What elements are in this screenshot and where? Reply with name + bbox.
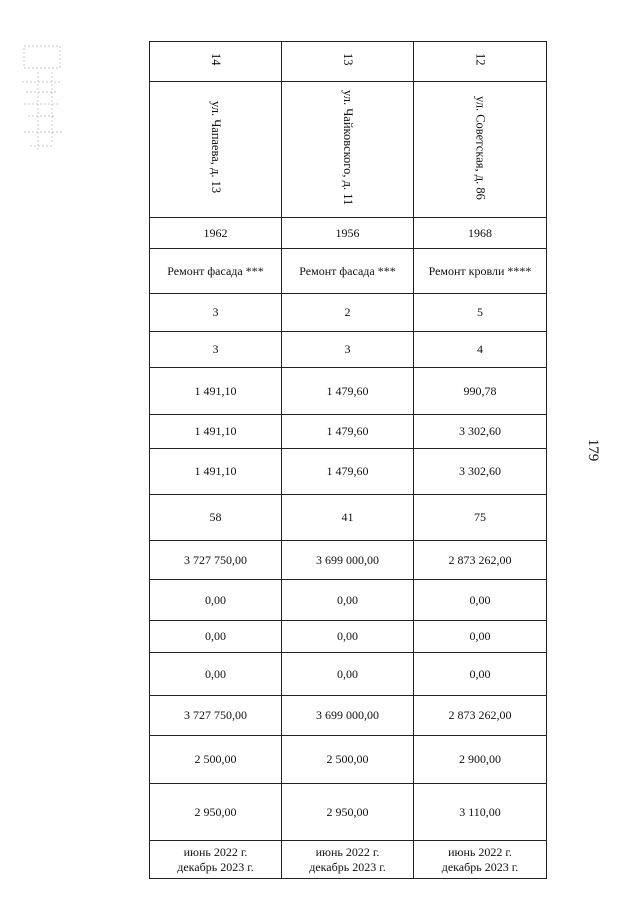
address: ул. Советская, д. 86 bbox=[473, 95, 488, 200]
page-number: 179 bbox=[585, 438, 601, 462]
area-cell: 1 479,60 bbox=[282, 415, 414, 449]
cost-cell: 0,00 bbox=[150, 621, 282, 653]
cost-cell: 3 699 000,00 bbox=[282, 541, 414, 580]
residents-cell: 75 bbox=[414, 495, 547, 541]
unit-cost-cell: 2 500,00 bbox=[282, 736, 414, 784]
area-cell: 1 479,60 bbox=[282, 449, 414, 495]
term-to: декабрь 2023 г. bbox=[441, 859, 519, 874]
row-area-2 bbox=[150, 415, 547, 449]
cell-num bbox=[282, 42, 414, 82]
year-cell: 1956 bbox=[282, 218, 414, 249]
row-area-1 bbox=[150, 368, 547, 415]
col-number: 13 bbox=[341, 53, 355, 66]
term-from: июнь 2022 г. bbox=[448, 844, 512, 859]
cost-cell: 0,00 bbox=[414, 653, 547, 696]
row-address bbox=[150, 82, 547, 218]
row-term bbox=[150, 841, 547, 879]
area-cell: 1 491,10 bbox=[150, 449, 282, 495]
area-cell: 1 491,10 bbox=[150, 415, 282, 449]
cost-cell: 3 727 750,00 bbox=[150, 696, 282, 736]
area-cell: 990,78 bbox=[414, 368, 547, 415]
area-cell: 3 302,60 bbox=[414, 449, 547, 495]
row-zero-3 bbox=[150, 653, 547, 696]
term-to: декабрь 2023 г. bbox=[309, 859, 386, 874]
value-cell: 5 bbox=[414, 294, 547, 332]
col-number: 14 bbox=[209, 53, 223, 66]
row-residents bbox=[150, 495, 547, 541]
value-cell: 4 bbox=[414, 332, 547, 368]
cell-address bbox=[282, 82, 414, 218]
cell-address bbox=[414, 82, 547, 218]
cost-cell: 2 873 262,00 bbox=[414, 696, 547, 736]
cost-cell: 3 727 750,00 bbox=[150, 541, 282, 580]
work-type-cell: Ремонт кровли **** bbox=[414, 249, 547, 294]
stamp-mark bbox=[18, 42, 68, 162]
row-year bbox=[150, 218, 547, 249]
value-cell: 3 bbox=[282, 332, 414, 368]
cost-cell: 0,00 bbox=[150, 653, 282, 696]
year-cell: 1962 bbox=[150, 218, 282, 249]
row-zero-2 bbox=[150, 621, 547, 653]
cell-address bbox=[150, 82, 282, 218]
term-cell bbox=[282, 841, 414, 879]
row-own-funds bbox=[150, 696, 547, 736]
cost-cell: 2 873 262,00 bbox=[414, 541, 547, 580]
work-type-cell: Ремонт фасада *** bbox=[282, 249, 414, 294]
row-unit-cost-1 bbox=[150, 736, 547, 784]
value-cell: 3 bbox=[150, 332, 282, 368]
row-total-cost bbox=[150, 541, 547, 580]
area-cell: 3 302,60 bbox=[414, 415, 547, 449]
address: ул. Чапаева, д. 13 bbox=[209, 101, 223, 194]
row-number bbox=[150, 42, 547, 82]
area-cell: 1 479,60 bbox=[282, 368, 414, 415]
address: ул. Чайковского, д. 11 bbox=[341, 89, 355, 206]
term-cell bbox=[150, 841, 282, 879]
housing-repair-table bbox=[149, 41, 547, 879]
value-cell: 2 bbox=[282, 294, 414, 332]
cost-cell: 0,00 bbox=[414, 580, 547, 621]
value-cell: 3 bbox=[150, 294, 282, 332]
term-cell bbox=[414, 841, 547, 879]
row-zero-1 bbox=[150, 580, 547, 621]
row-entrances bbox=[150, 332, 547, 368]
cost-cell: 0,00 bbox=[282, 580, 414, 621]
unit-cost-cell: 2 950,00 bbox=[282, 784, 414, 841]
unit-cost-cell: 3 110,00 bbox=[414, 784, 547, 841]
cost-cell: 0,00 bbox=[282, 621, 414, 653]
row-floors bbox=[150, 294, 547, 332]
term-from: июнь 2022 г. bbox=[183, 844, 248, 859]
cell-num bbox=[150, 42, 282, 82]
cost-cell: 0,00 bbox=[150, 580, 282, 621]
unit-cost-cell: 2 900,00 bbox=[414, 736, 547, 784]
cost-cell: 0,00 bbox=[282, 653, 414, 696]
cost-cell: 0,00 bbox=[414, 621, 547, 653]
cost-cell: 3 699 000,00 bbox=[282, 696, 414, 736]
term-to: декабрь 2023 г. bbox=[177, 859, 254, 874]
col-number: 12 bbox=[473, 53, 488, 66]
work-type-cell: Ремонт фасада *** bbox=[150, 249, 282, 294]
row-work-type bbox=[150, 249, 547, 294]
row-area-3 bbox=[150, 449, 547, 495]
unit-cost-cell: 2 950,00 bbox=[150, 784, 282, 841]
cell-num bbox=[414, 42, 547, 82]
term-from: июнь 2022 г. bbox=[315, 844, 380, 859]
year-cell: 1968 bbox=[414, 218, 547, 249]
residents-cell: 41 bbox=[282, 495, 414, 541]
residents-cell: 58 bbox=[150, 495, 282, 541]
row-unit-cost-2 bbox=[150, 784, 547, 841]
area-cell: 1 491,10 bbox=[150, 368, 282, 415]
unit-cost-cell: 2 500,00 bbox=[150, 736, 282, 784]
